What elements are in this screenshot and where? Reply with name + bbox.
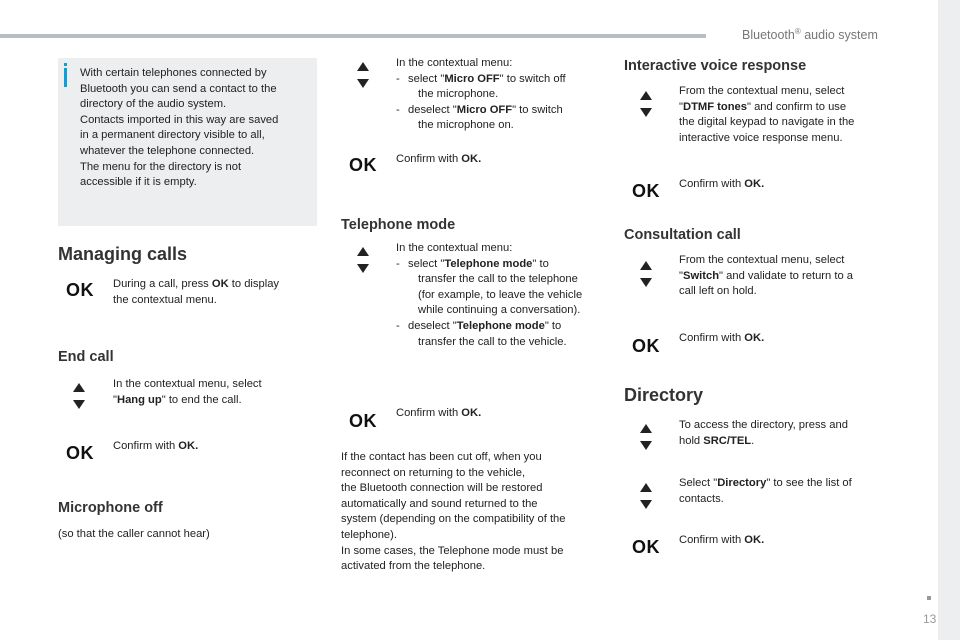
up-down-arrows-icon xyxy=(357,62,371,90)
ok-button-icon: OK xyxy=(349,155,377,175)
ok-button-icon: OK xyxy=(66,280,94,300)
ivr-step: From the contextual menu, select "DTMF tones" and confirm to use the digital keypad to navigate in the interactive voice response menu. xyxy=(679,85,855,144)
end-call-confirm: Confirm with OK. xyxy=(113,440,199,452)
managing-calls-step: During a call, press OK to display the contextual menu. xyxy=(113,278,280,306)
ok-button-icon: OK xyxy=(66,443,94,463)
end-call-step: In the contextual menu, select "Hang up" to end the call. xyxy=(113,378,262,406)
consultation-step: From the contextual menu, select "Switch" and validate to return to a call left on hold. xyxy=(679,254,854,298)
microphone-confirm: Confirm with OK. xyxy=(396,153,482,165)
telephone-mode-heading: Telephone mode xyxy=(341,217,456,233)
ivr-confirm: Confirm with OK. xyxy=(679,178,765,190)
directory-step-select: Select "Directory" to see the list of contacts. xyxy=(679,477,852,505)
microphone-menu-steps: In the contextual menu: - select "Micro OFF" to switch off the microphone. - deselect "Micro OFF" to switch the microphone on. xyxy=(396,56,606,134)
directory-confirm: Confirm with OK. xyxy=(679,534,765,546)
telephone-mode-confirm: Confirm with OK. xyxy=(396,407,482,419)
directory-heading: Directory xyxy=(624,385,704,405)
info-icon xyxy=(64,68,67,87)
consultation-confirm: Confirm with OK. xyxy=(679,332,765,344)
info-box xyxy=(58,58,317,226)
telephone-mode-steps: In the contextual menu: - select "Telephone mode" to transfer the call to the telephone (for example, to leave the vehicle while continuing a conversation). - deselect "Telephone mode" to transfer the call to the vehicle. xyxy=(396,241,606,350)
ok-button-icon: OK xyxy=(349,411,377,431)
up-down-arrows-icon xyxy=(73,383,87,411)
managing-calls-heading: Managing calls xyxy=(58,244,188,264)
consultation-call-heading: Consultation call xyxy=(624,227,741,243)
microphone-off-note: (so that the caller cannot hear) xyxy=(58,528,210,540)
directory-step-access: To access the directory, press and hold SRC/TEL. xyxy=(679,419,848,447)
up-down-arrows-icon xyxy=(640,424,654,452)
info-box-text: With certain telephones connected by Bluetooth you can send a contact to the directory of the audio system. Contacts imported in this way are saved in a permanent directory visible to all, whatever the telephone connected. The menu for the directory is not accessible if it is empty. xyxy=(80,67,279,189)
page-number: 13 xyxy=(923,612,937,626)
up-down-arrows-icon xyxy=(640,261,654,289)
ok-button-icon: OK xyxy=(632,336,660,356)
ok-button-icon: OK xyxy=(632,537,660,557)
up-down-arrows-icon xyxy=(640,91,654,119)
ok-button-icon: OK xyxy=(632,181,660,201)
top-rule xyxy=(0,34,706,38)
page-header-title: Bluetooth® audio system xyxy=(742,27,878,43)
page-marker xyxy=(927,596,931,600)
microphone-off-heading: Microphone off xyxy=(58,500,163,516)
up-down-arrows-icon xyxy=(357,247,371,275)
telephone-mode-note: If the contact has been cut off, when you reconnect on returning to the vehicle, the Bluetooth connection will be restored automatically and sound returned to the system (depending on the compatibility of the telephone). In some cases, the Telephone mode must be activated from the telephone. xyxy=(341,451,566,573)
page-side-band xyxy=(938,0,960,640)
ivr-heading: Interactive voice response xyxy=(624,58,807,74)
up-down-arrows-icon xyxy=(640,483,654,511)
end-call-heading: End call xyxy=(58,349,114,365)
